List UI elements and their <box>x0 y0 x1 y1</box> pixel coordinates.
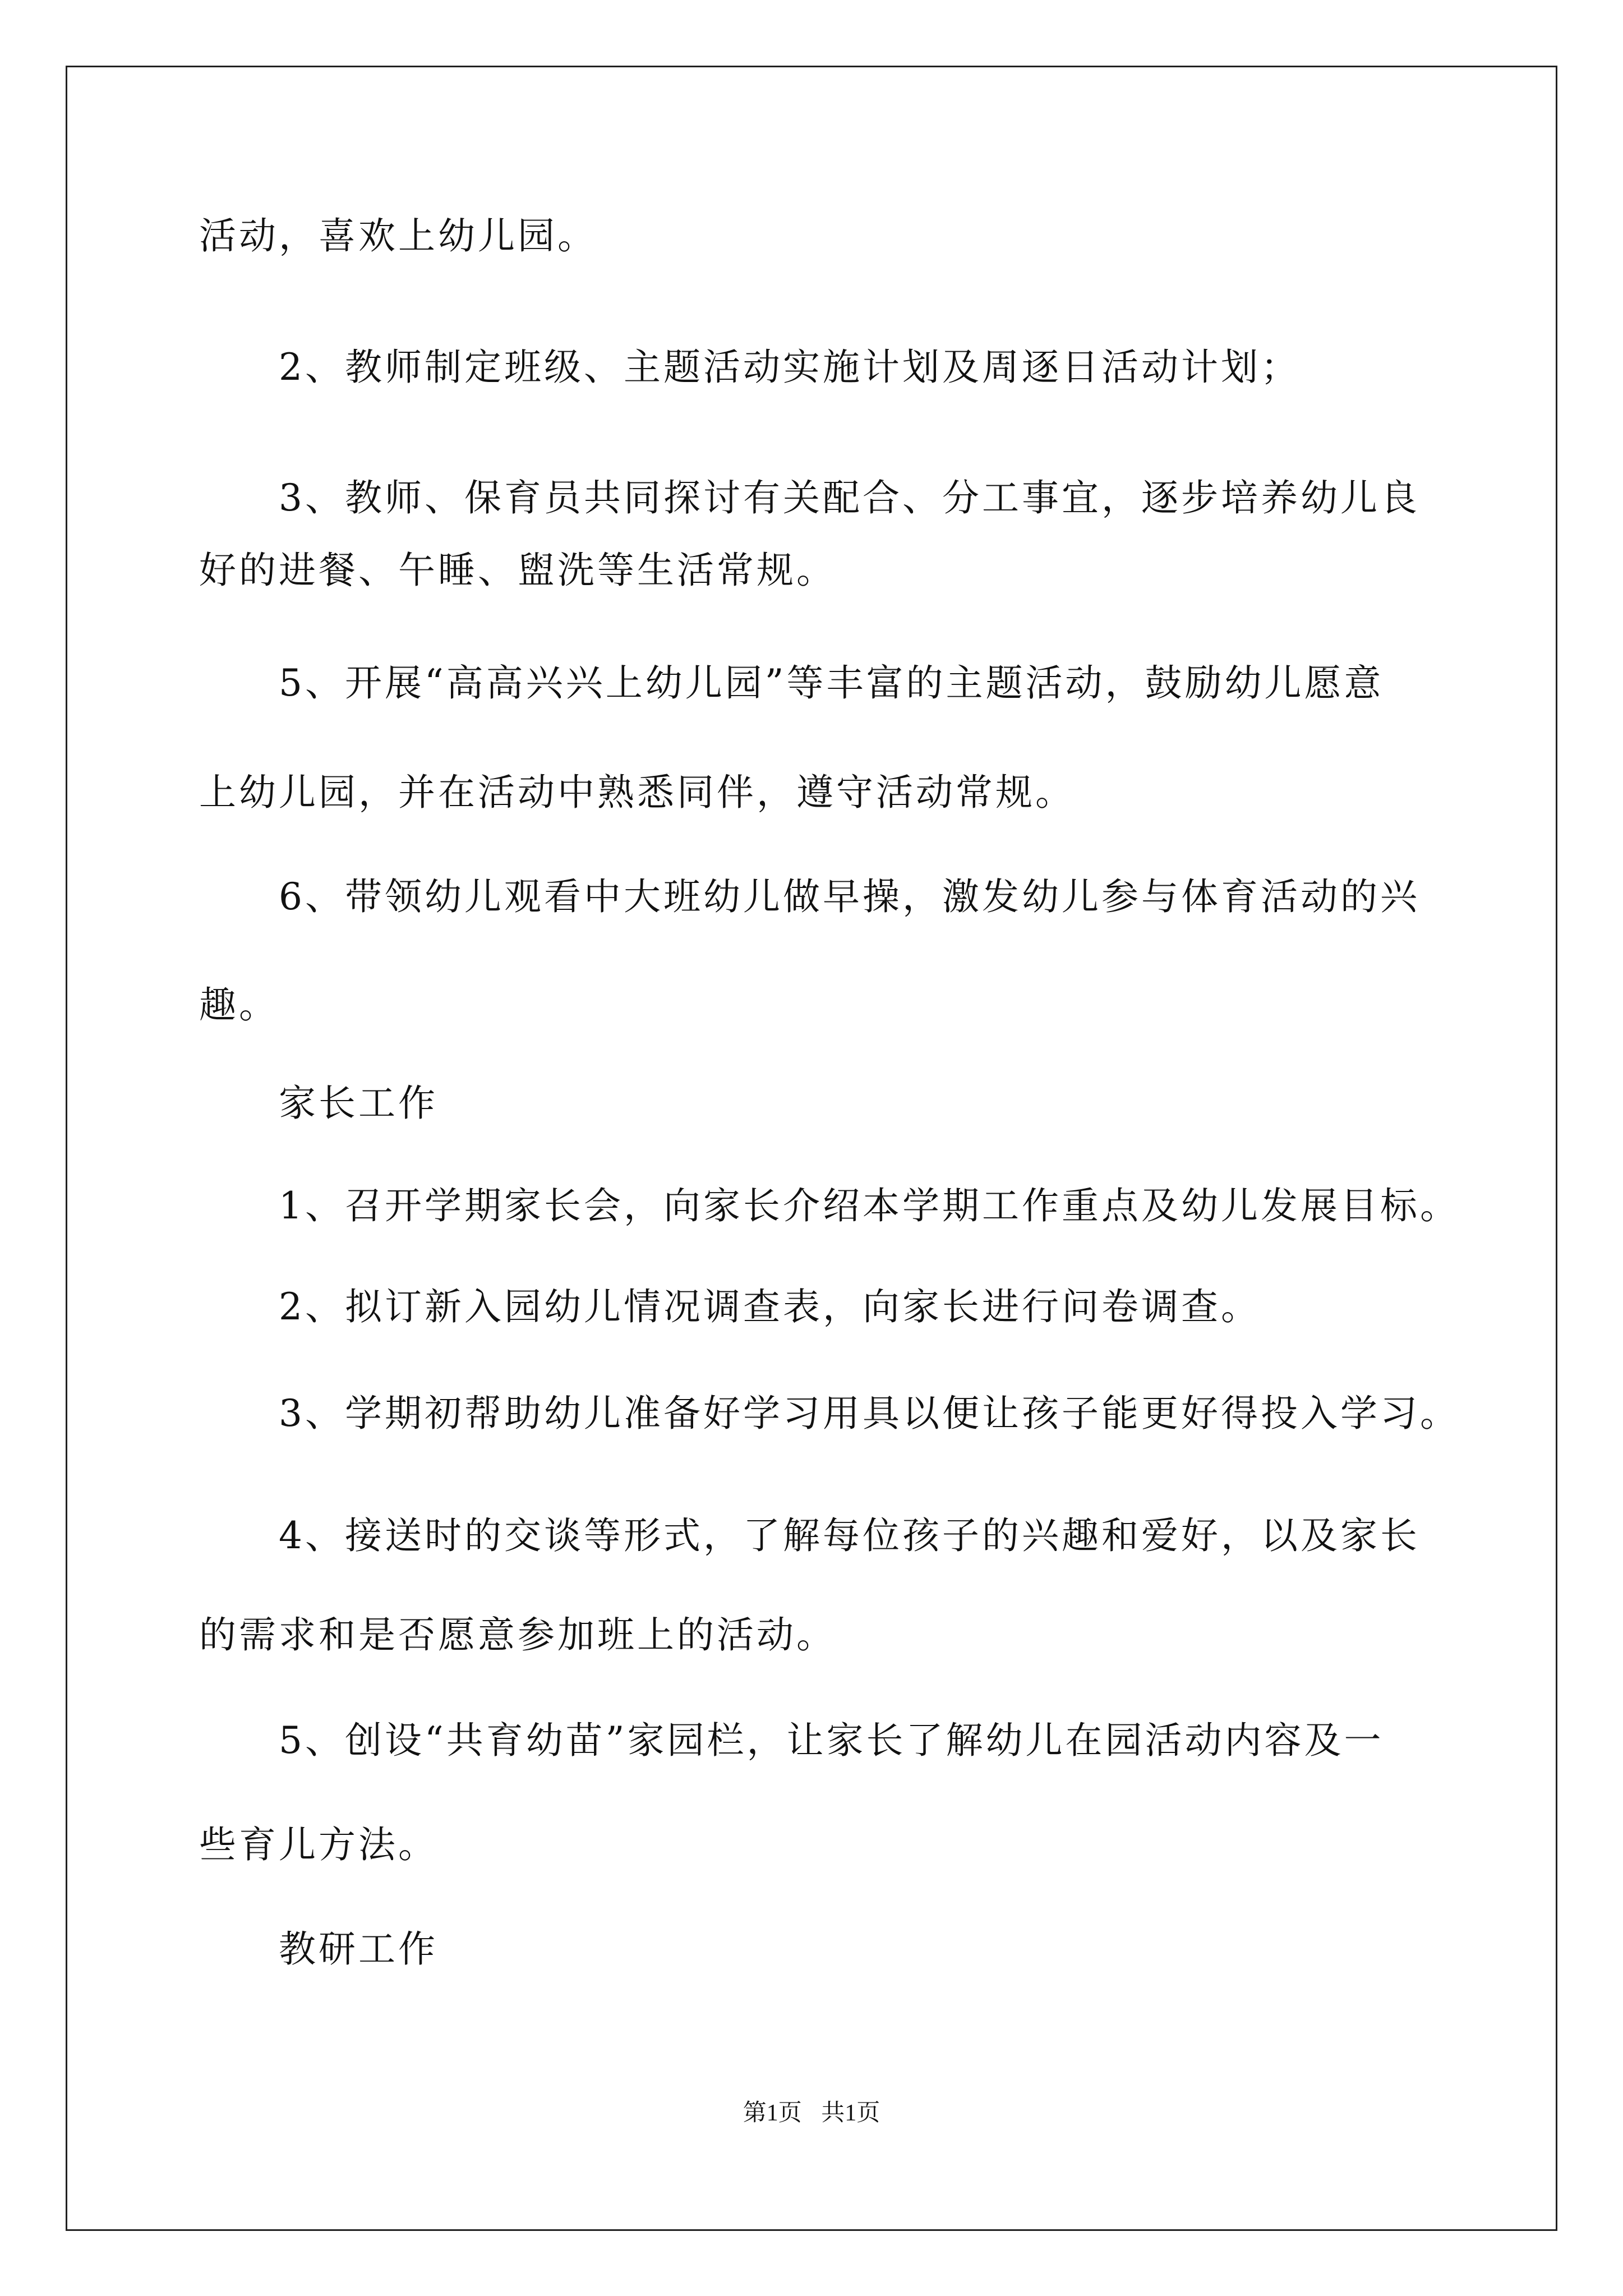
text-line: 活动，喜欢上幼儿园。 <box>199 214 597 257</box>
text-line: 4、接送时的交谈等形式，了解每位孩子的兴趣和爱好，以及家长 <box>279 1514 1420 1557</box>
text-line: 2、教师制定班级、主题活动实施计划及周逐日活动计划； <box>279 346 1301 389</box>
text-line: 好的进餐、午睡、盥洗等生活常规。 <box>199 549 836 592</box>
text-line: 6、带领幼儿观看中大班幼儿做早操，激发幼儿参与体育活动的兴 <box>279 875 1420 918</box>
text-line: 些育儿方法。 <box>199 1823 438 1866</box>
text-line: 上幼儿园，并在活动中熟悉同伴，遵守活动常规。 <box>199 771 1075 814</box>
text-line: 5、开展“高高兴兴上幼儿园”等丰富的主题活动，鼓励幼儿愿意 <box>279 661 1384 705</box>
page-footer <box>0 2096 1623 2130</box>
text-line: 1、召开学期家长会，向家长介绍本学期工作重点及幼儿发展目标。 <box>279 1184 1460 1227</box>
section-heading: 教研工作 <box>279 1927 438 1971</box>
text-line: 趣。 <box>199 983 279 1027</box>
total-pages: 共1页 <box>821 2100 880 2126</box>
text-line: 3、教师、保育员共同探讨有关配合、分工事宜，逐步培养幼儿良 <box>279 476 1420 519</box>
text-line: 3、学期初帮助幼儿准备好学习用具以便让孩子能更好得投入学习。 <box>279 1392 1460 1435</box>
text-line: 5、创设“共育幼苗”家园栏，让家长了解幼儿在园活动内容及一 <box>279 1719 1384 1762</box>
text-line: 2、拟订新入园幼儿情况调查表，向家长进行问卷调查。 <box>279 1285 1261 1328</box>
text-line: 的需求和是否愿意参加班上的活动。 <box>199 1613 836 1657</box>
page-number: 第1页 <box>743 2100 802 2126</box>
section-heading: 家长工作 <box>279 1082 438 1125</box>
